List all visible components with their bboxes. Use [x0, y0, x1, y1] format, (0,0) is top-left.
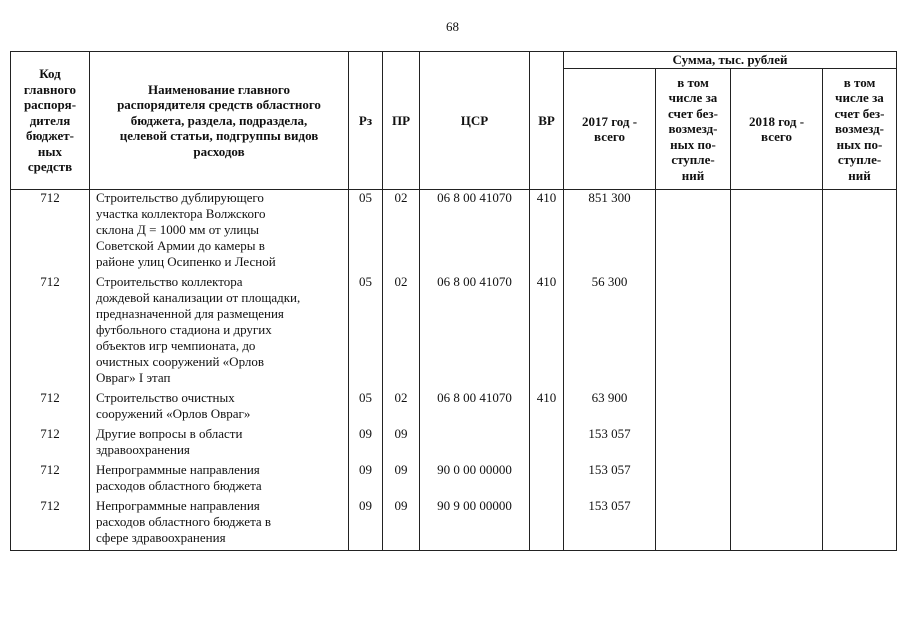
cell-vr	[530, 462, 564, 498]
cell-2018-incl	[823, 426, 897, 462]
cell-rz: 05	[349, 190, 383, 275]
header-rz: Рз	[349, 52, 383, 190]
cell-2018-total	[731, 498, 823, 551]
cell-rz: 09	[349, 498, 383, 551]
cell-pr: 02	[383, 190, 420, 275]
header-2018-total: 2018 год - всего	[731, 69, 823, 190]
cell-pr: 02	[383, 274, 420, 390]
cell-name: Строительство коллектора дождевой канализации от площадки, предназначенной для размещения футбольного стадиона и других объектов игр чемпионата, до очистных сооружений «Орлов Овраг» I этап	[90, 274, 349, 390]
cell-2018-total	[731, 426, 823, 462]
cell-rz: 05	[349, 390, 383, 426]
cell-csr	[420, 426, 530, 462]
cell-2018-total	[731, 462, 823, 498]
cell-2018-incl	[823, 274, 897, 390]
header-2018-incl: в том числе за счет без- возмезд- ных по- ступле- ний	[823, 69, 897, 190]
cell-2018-total	[731, 274, 823, 390]
page-number: 68	[446, 19, 459, 34]
cell-2018-incl	[823, 390, 897, 426]
cell-vr: 410	[530, 274, 564, 390]
cell-pr: 09	[383, 498, 420, 551]
cell-2018-total	[731, 190, 823, 275]
cell-2018-total	[731, 390, 823, 426]
table-row	[11, 274, 897, 390]
table-row	[11, 462, 897, 498]
header-code: Код главного распоря- дителя бюджет- ных средств	[11, 52, 90, 190]
table-row	[11, 190, 897, 275]
cell-code: 712	[11, 190, 90, 275]
header-name: Наименование главного распорядителя средств областного бюджета, раздела, подраздела, целевой статьи, подгруппы видов расходов	[90, 52, 349, 190]
cell-2017-incl	[656, 390, 731, 426]
cell-2018-incl	[823, 190, 897, 275]
header-csr: ЦСР	[420, 52, 530, 190]
header-sum: Сумма, тыс. рублей	[564, 52, 897, 69]
cell-name: Строительство очистных сооружений «Орлов Овраг»	[90, 390, 349, 426]
cell-rz: 09	[349, 426, 383, 462]
header-vr: ВР	[530, 52, 564, 190]
cell-csr: 06 8 00 41070	[420, 274, 530, 390]
cell-vr: 410	[530, 190, 564, 275]
cell-name: Строительство дублирующего участка коллектора Волжского склона Д = 1000 мм от улицы Советской Армии до камеры в районе улиц Осипенко и Лесной	[90, 190, 349, 275]
cell-2017-incl	[656, 426, 731, 462]
header-row-1	[11, 52, 897, 69]
header-2017-incl: в том числе за счет без- возмезд- ных по- ступле- ний	[656, 69, 731, 190]
cell-rz: 05	[349, 274, 383, 390]
cell-vr: 410	[530, 390, 564, 426]
cell-code: 712	[11, 426, 90, 462]
budget-table	[10, 51, 897, 551]
cell-csr: 90 0 00 00000	[420, 462, 530, 498]
table-row	[11, 426, 897, 462]
cell-2017-total: 63 900	[564, 390, 656, 426]
cell-code: 712	[11, 498, 90, 551]
cell-2017-incl	[656, 274, 731, 390]
cell-name: Другие вопросы в области здравоохранения	[90, 426, 349, 462]
cell-pr: 09	[383, 462, 420, 498]
cell-2017-incl	[656, 190, 731, 275]
cell-code: 712	[11, 390, 90, 426]
cell-rz: 09	[349, 462, 383, 498]
cell-2017-total: 851 300	[564, 190, 656, 275]
cell-2017-total: 153 057	[564, 498, 656, 551]
cell-csr: 90 9 00 00000	[420, 498, 530, 551]
cell-vr	[530, 426, 564, 462]
cell-2017-total: 153 057	[564, 426, 656, 462]
cell-2017-total: 56 300	[564, 274, 656, 390]
cell-2018-incl	[823, 462, 897, 498]
header-pr: ПР	[383, 52, 420, 190]
cell-2017-incl	[656, 498, 731, 551]
cell-name: Непрограммные направления расходов областного бюджета в сфере здравоохранения	[90, 498, 349, 551]
cell-pr: 09	[383, 426, 420, 462]
cell-name: Непрограммные направления расходов областного бюджета	[90, 462, 349, 498]
cell-code: 712	[11, 274, 90, 390]
table-row	[11, 390, 897, 426]
cell-csr: 06 8 00 41070	[420, 390, 530, 426]
cell-2017-incl	[656, 462, 731, 498]
cell-csr: 06 8 00 41070	[420, 190, 530, 275]
cell-code: 712	[11, 462, 90, 498]
header-2017-total: 2017 год - всего	[564, 69, 656, 190]
cell-vr	[530, 498, 564, 551]
table-row	[11, 498, 897, 551]
cell-2018-incl	[823, 498, 897, 551]
cell-pr: 02	[383, 390, 420, 426]
cell-2017-total: 153 057	[564, 462, 656, 498]
